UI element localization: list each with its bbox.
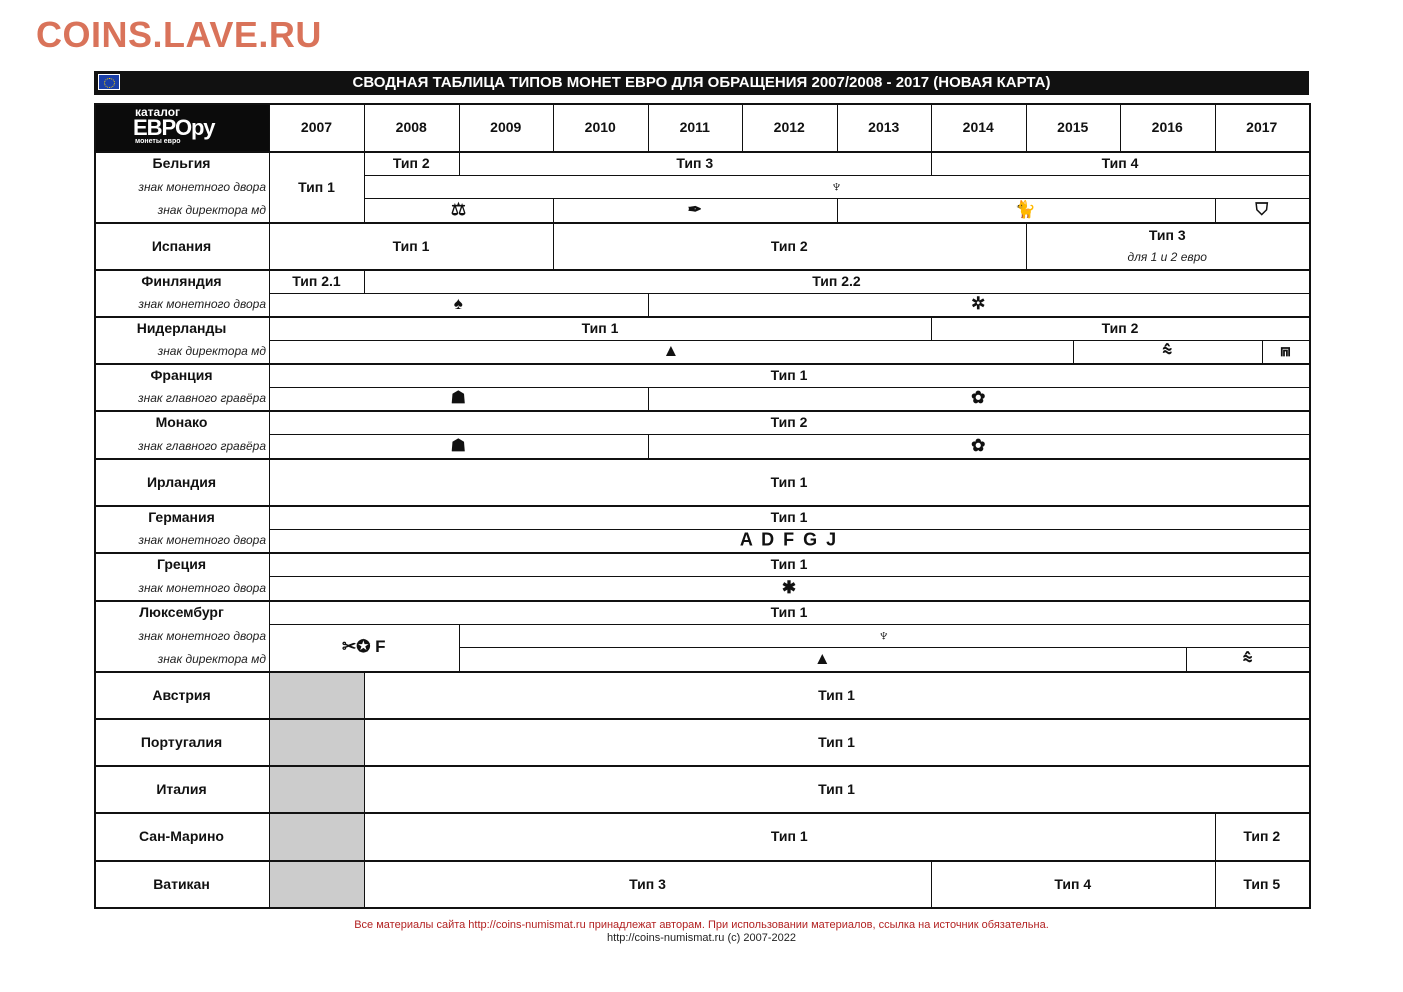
grey-edge [364,718,365,765]
subrow-separator [269,434,1309,435]
mint-mark-icon: ⩎ [1280,341,1291,361]
country-divider [269,151,270,222]
year-header: 2013 [868,119,900,135]
year-header: 2010 [584,119,616,135]
year-header: 2012 [773,119,805,135]
mint-mark-icon: ✲ [971,294,986,314]
coin-type-label: Тип 1 [770,556,808,572]
mint-mark-icon: ⚖ [450,200,467,220]
header-col-line [648,103,649,151]
coin-type-label: Тип 4 [1054,875,1092,892]
segment-divider [1186,647,1187,671]
coin-type-label: Тип 3 [1148,226,1186,243]
grey-edge [364,671,365,718]
coin-type-label: Тип 1 [298,178,335,195]
mint-mark-icon: ✱ [781,578,797,597]
header-bottom-border [94,151,1311,153]
year-header: 2011 [679,119,710,135]
country-name: Германия [148,508,215,525]
segment-divider [1215,812,1216,860]
header-col-line [1120,103,1121,151]
mint-mark-icon: ▲ [813,649,831,669]
header-col-line [931,103,932,151]
country-divider [269,458,270,505]
segment-divider [553,222,554,269]
segment-divider [1073,340,1074,364]
coin-type-label: Тип 2 [1243,828,1281,844]
mark-label: знак монетного двора [138,297,266,312]
segment-divider [459,624,460,648]
subrow-separator [269,293,1309,294]
header-col-line [1026,103,1027,151]
mint-mark-icon: ⩯ [1242,649,1253,669]
mark-label: знак монетного двора [138,179,266,194]
row-separator [94,505,1311,507]
no-coins-cell [270,814,364,860]
year-header: 2014 [962,119,994,135]
mint-mark-icon: ✿ [971,388,986,408]
mint-mark-icon: ♆ [830,176,843,196]
coin-type-label: Тип 2 [770,414,808,430]
segment-divider [1215,860,1216,907]
mark-label: знак монетного двора [138,628,266,643]
coin-type-label: Тип 2 [770,237,808,254]
country-name: Италия [156,780,207,797]
country-divider [269,600,270,671]
segment-divider [648,434,649,458]
header-col-line [459,103,460,151]
segment-divider [931,316,932,340]
segment-divider [553,198,554,222]
year-header: 2007 [300,119,333,135]
mint-mark-icon: ⩯ [1162,341,1173,361]
year-header: 2017 [1246,119,1278,135]
country-name: Греция [156,556,207,572]
subrow-separator [459,647,1310,648]
segment-divider [364,151,365,175]
logo-line2: ЕВРОру [133,115,215,140]
header-col-line [742,103,743,151]
no-coins-cell [270,767,364,812]
watermark-text: COINS.LAVE.RU [36,14,322,55]
country-name: Люксембург [139,603,224,620]
segment-divider [931,860,932,907]
year-header: 2015 [1057,119,1089,135]
country-name: Австрия [152,686,211,703]
coin-type-label: Тип 1 [818,733,855,750]
segment-divider [648,387,649,411]
no-coins-cell [270,720,364,765]
coin-type-label: Тип 4 [1101,154,1139,171]
coin-type-label: Тип 3 [629,875,666,892]
subrow-separator [269,340,1309,341]
header-col-line [553,103,554,151]
mint-mark-icon: 🐈 [1014,200,1037,220]
table-bottom-border [94,907,1311,909]
year-header: 2009 [490,119,522,135]
mark-label: знак монетного двора [138,533,266,548]
mint-mark-icon: ✒ [687,200,702,220]
year-header: 2016 [1151,119,1183,135]
coin-type-label: Тип 1 [818,780,855,797]
segment-divider [648,293,649,317]
header-col-line [364,103,365,151]
row-separator [94,410,1311,412]
coin-type-label: Тип 1 [392,237,430,254]
mint-mark-icon: ▲ [662,341,680,361]
mint-mark-icon: ☗ [450,436,466,455]
subrow-separator [269,576,1309,577]
year-header: 2008 [395,119,427,135]
segment-divider [1026,222,1027,269]
row-separator [94,269,1311,271]
coin-type-label: Тип 1 [770,508,808,525]
row-separator [94,600,1311,602]
mark-label: знак директора мд [157,652,266,667]
coin-type-label: Тип 2 [1101,319,1139,336]
mint-mark-icon: ♠ [453,294,463,314]
country-name: Нидерланды [136,319,227,336]
mint-mark-icon: ✿ [971,436,986,455]
country-name: Сан-Марино [139,828,224,844]
country-divider [269,222,270,269]
mint-mark-icon: ♆ [877,625,891,645]
row-separator [94,222,1311,224]
subrow-separator [364,175,1309,176]
subrow-separator [269,624,1309,625]
header-col-line [837,103,838,151]
table-title: СВОДНАЯ ТАБЛИЦА ТИПОВ МОНЕТ ЕВРО ДЛЯ ОБРАЩЕНИЯ 2007/2008 - 2017 (НОВАЯ КАРТА) [352,74,1051,91]
subrow-separator [269,387,1309,388]
coin-type-label: Тип 1 [581,319,619,336]
coin-type-label: Тип 1 [770,473,808,490]
segment-divider [364,198,365,222]
coin-type-label: Тип 2.1 [292,272,341,289]
coin-type-label: Тип 5 [1243,875,1281,892]
coin-type-note: для 1 и 2 евро [1127,249,1207,264]
footer-copyright: Все материалы сайта http://coins-numismat.ru принадлежат авторам. При использовании материалов, ссылка на источник обязательна. [354,919,1049,931]
grey-edge [364,765,365,812]
footer-site: http://coins-numismat.ru (c) 2007-2022 [607,932,796,944]
no-coins-cell [270,862,364,907]
mark-label: знак главного гравёра [138,439,266,453]
mint-mark-icon: ☗ [450,388,466,408]
mint-letters: A D F G J [739,529,839,550]
country-name: Франция [150,366,213,383]
segment-divider [459,151,460,175]
segment-divider [837,198,838,222]
segment-divider [931,151,932,175]
segment-divider [1215,198,1216,222]
mint-mark-icon: ✂✪ F [341,637,386,657]
country-name: Финляндия [141,272,222,289]
country-name: Испания [151,237,212,254]
coin-type-label: Тип 2.2 [812,272,861,289]
header-top-border [94,103,1309,105]
coin-type-label: Тип 2 [392,154,430,171]
coin-type-label: Тип 1 [770,828,808,844]
country-name: Ирландия [146,473,217,490]
country-name: Ватикан [153,875,210,892]
header-col-line [1215,103,1216,151]
no-coins-cell [270,673,364,718]
mark-label: знак главного гравёра [138,391,266,406]
header-divider [269,103,270,151]
country-name: Бельгия [152,154,211,171]
row-separator [94,458,1311,460]
logo-line1: каталог [135,105,181,119]
segment-divider [1262,340,1263,364]
mint-mark-icon: ⛉ [1255,200,1269,220]
grey-edge [364,860,365,907]
mark-label: знак директора мд [157,344,266,359]
segment-divider [459,647,460,671]
coin-type-label: Тип 1 [770,603,808,620]
row-separator [94,316,1311,318]
coin-type-label: Тип 1 [818,686,855,703]
row-separator [94,552,1311,554]
country-name: Португалия [140,733,223,750]
coin-type-label: Тип 1 [770,366,808,383]
logo-line3: монеты евро [135,138,181,145]
segment-divider [364,175,365,199]
segment-divider [364,269,365,293]
mark-label: знак монетного двора [138,581,266,595]
coin-type-label: Тип 3 [676,154,714,171]
grey-edge [364,812,365,860]
country-name: Монако [155,414,208,430]
row-separator [94,363,1311,365]
mark-label: знак директора мд [157,203,266,218]
